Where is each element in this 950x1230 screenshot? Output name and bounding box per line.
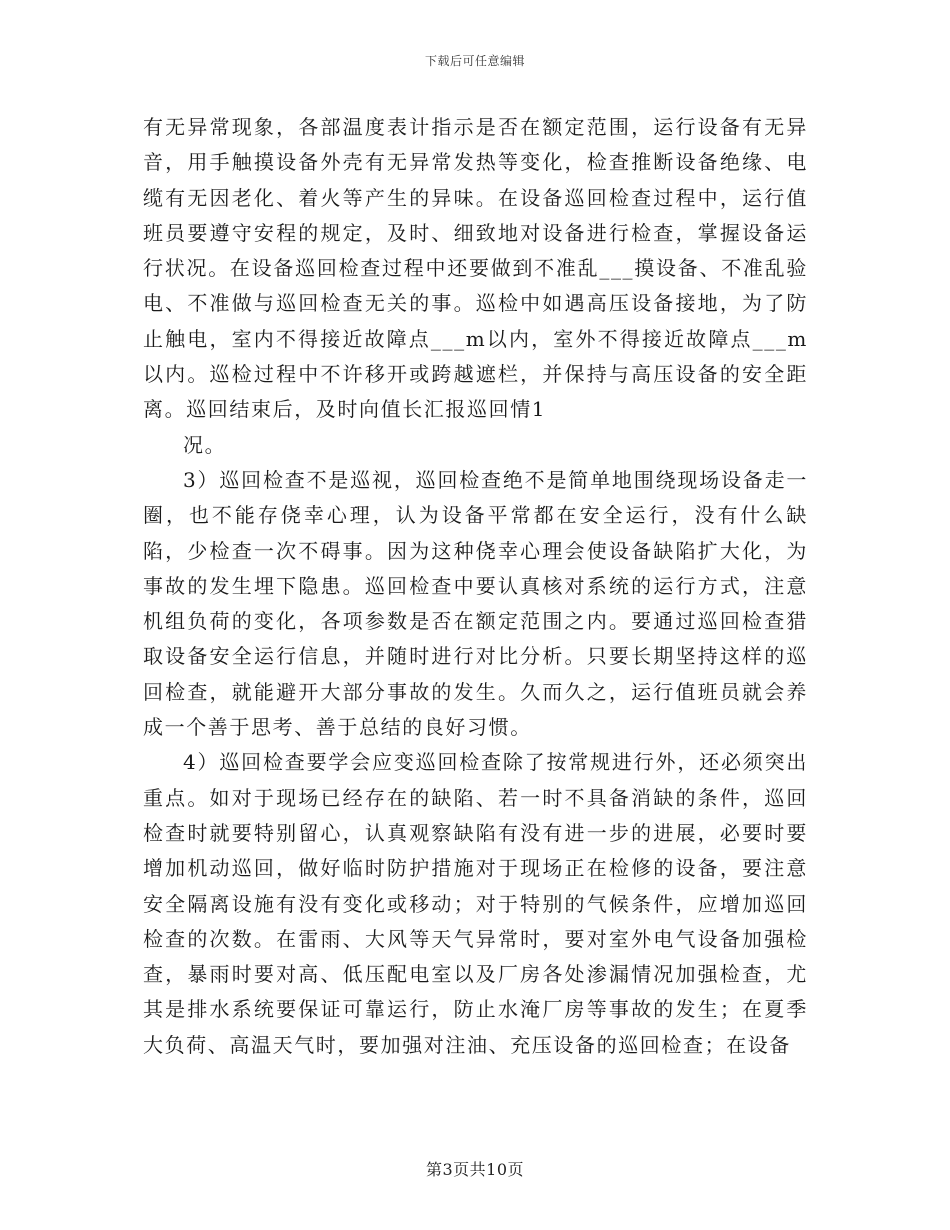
paragraph-continuation: 有无异常现象，各部温度表计指示是否在额定范围，运行设备有无异音，用手触摸设备外壳有无异常发热等变化，检查推断设备绝缘、电缆有无因老化、着火等产生的异味。在设备巡回检查过程中，运行值班员要遵守安程的规定，及时、细致地对设备进行检查，掌握设备运行状况。在设备巡回检查过程中还要做到不准乱___摸设备、不准乱验电、不准做与巡回检查无关的事。巡检中如遇高压设备接地，为了防止触电，室内不得接近故障点___m以内，室外不得接近故障点___m以内。巡检过程中不许移开或跨越遮栏，并保持与高压设备的安全距离。巡回结束后，及时向值长汇报巡回情1 xyxy=(143,115,808,422)
paragraph-item-3: 3）巡回检查不是巡视，巡回检查绝不是简单地围绕现场设备走一圈，也不能存侥幸心理，认为设备平常都在安全运行，没有什么缺陷，少检查一次不碍事。因为这种侥幸心理会使设备缺陷扩大化，为事故的发生埋下隐患。巡回检查中要认真核对系统的运行方式，注意机组负荷的变化，各项参数是否在额定范围之内。要通过巡回检查猎取设备安全运行信息，并随时进行对比分析。只要长期坚持这样的巡回检查，就能避开大部分事故的发生。久而久之，运行值班员就会养成一个善于思考、善于总结的良好习惯。 xyxy=(143,467,808,740)
document-body xyxy=(143,110,808,1063)
paragraph-item-4: 4）巡回检查要学会应变巡回检查除了按常规进行外，还必须突出重点。如对于现场已经存在的缺陷、若一时不具备消缺的条件，巡回检查时就要特别留心，认真观察缺陷有没有进一步的进展，必要时要增加机动巡回，做好临时防护措施对于现场正在检修的设备，要注意安全隔离设施有没有变化或移动；对于特别的气候条件，应增加巡回检查的次数。在雷雨、大风等天气异常时，要对室外电气设备加强检查，暴雨时要对高、低压配电室以及厂房各处渗漏情况加强检查，尤其是排水系统要保证可靠运行，防止水淹厂房等事故的发生；在夏季大负荷、高温天气时，要加强对注油、充压设备的巡回检查；在设备 xyxy=(143,750,808,1057)
page-header: 下载后可任意编辑 xyxy=(424,54,525,68)
page-footer: 第3页共10页 xyxy=(425,1160,525,1179)
paragraph-continuation-tail: 况。 xyxy=(183,432,227,457)
